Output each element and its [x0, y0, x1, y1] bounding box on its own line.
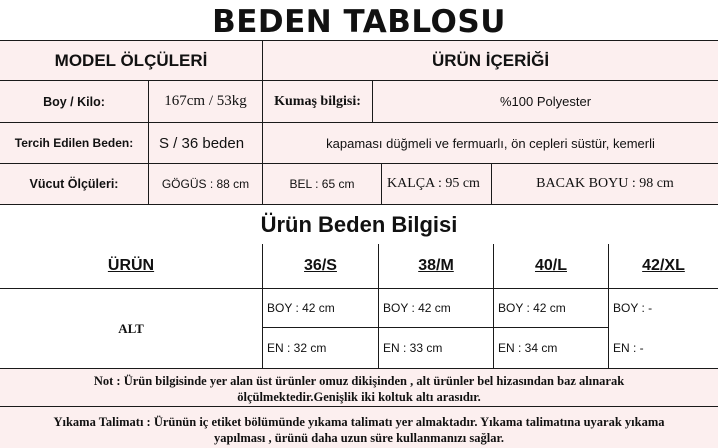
alt-row-label: ALT — [118, 320, 144, 336]
size-header-36s: 36/S — [304, 257, 337, 274]
boy-value-40l: BOY : 42 cm — [498, 301, 566, 315]
rule — [0, 204, 718, 205]
measurement-note-line2: ölçülmektedir.Genişlik iki koltuk altı arasıdır. — [237, 390, 481, 404]
bacak-value: BACAK BOYU : 98 cm — [536, 176, 674, 191]
urun-header: ÜRÜN — [107, 257, 155, 274]
en-value-36s: EN : 32 cm — [267, 341, 327, 355]
size-header-38m: 38/M — [418, 257, 454, 274]
kumas-value: %100 Polyester — [499, 94, 592, 109]
boy-value-42xl: BOY : - — [613, 301, 653, 315]
wash-note-line2: yapılması , ürünü daha uzun süre kullanmanızı sağlar. — [213, 431, 505, 445]
product-description: kapaması düğmeli ve fermuarlı, ön cepleri süstür, kemerli — [326, 135, 655, 151]
tercih-label: Tercih Edilen Beden: — [14, 136, 134, 150]
gogus-value: GÖGÜS : 88 cm — [161, 177, 250, 191]
rule — [0, 368, 718, 369]
en-value-38m: EN : 33 cm — [383, 341, 443, 355]
size-info-title: Ürün Beden Bilgisi — [260, 212, 458, 237]
en-value-42xl: EN : - — [613, 341, 644, 355]
vucut-label: Vücut Ölçüleri: — [29, 177, 119, 191]
wash-note-line1: Yıkama Talimatı : Ürünün iç etiket bölümünde yıkama talimatı yer almaktadır. Yıkama talimatına uyarak yıkama — [53, 415, 665, 429]
boy-value-36s: BOY : 42 cm — [267, 301, 335, 315]
bel-value: BEL : 65 cm — [289, 177, 355, 191]
size-header-40l: 40/L — [534, 257, 567, 274]
boy-kilo-label: Boy / Kilo: — [43, 94, 105, 109]
kalca-value: KALÇA : 95 cm — [387, 176, 480, 191]
size-header-42xl: 42/XL — [642, 257, 685, 274]
tercih-value: S / 36 beden — [159, 134, 245, 152]
measurement-note-line1: Not : Ürün bilgisinde yer alan üst ürünler omuz dikişinden , alt ürünler bel hizasından baz alınarak — [93, 374, 625, 388]
product-header: ÜRÜN İÇERİĞİ — [431, 50, 550, 70]
boy-value-38m: BOY : 42 cm — [383, 301, 451, 315]
boy-kilo-value: 167cm / 53kg — [164, 93, 247, 109]
kumas-label: Kumaş bilgisi: — [274, 93, 361, 109]
page-title: BEDEN TABLOSU — [212, 4, 506, 40]
rule — [0, 406, 718, 407]
model-header: MODEL ÖLÇÜLERİ — [54, 50, 208, 70]
en-value-40l: EN : 34 cm — [498, 341, 558, 355]
